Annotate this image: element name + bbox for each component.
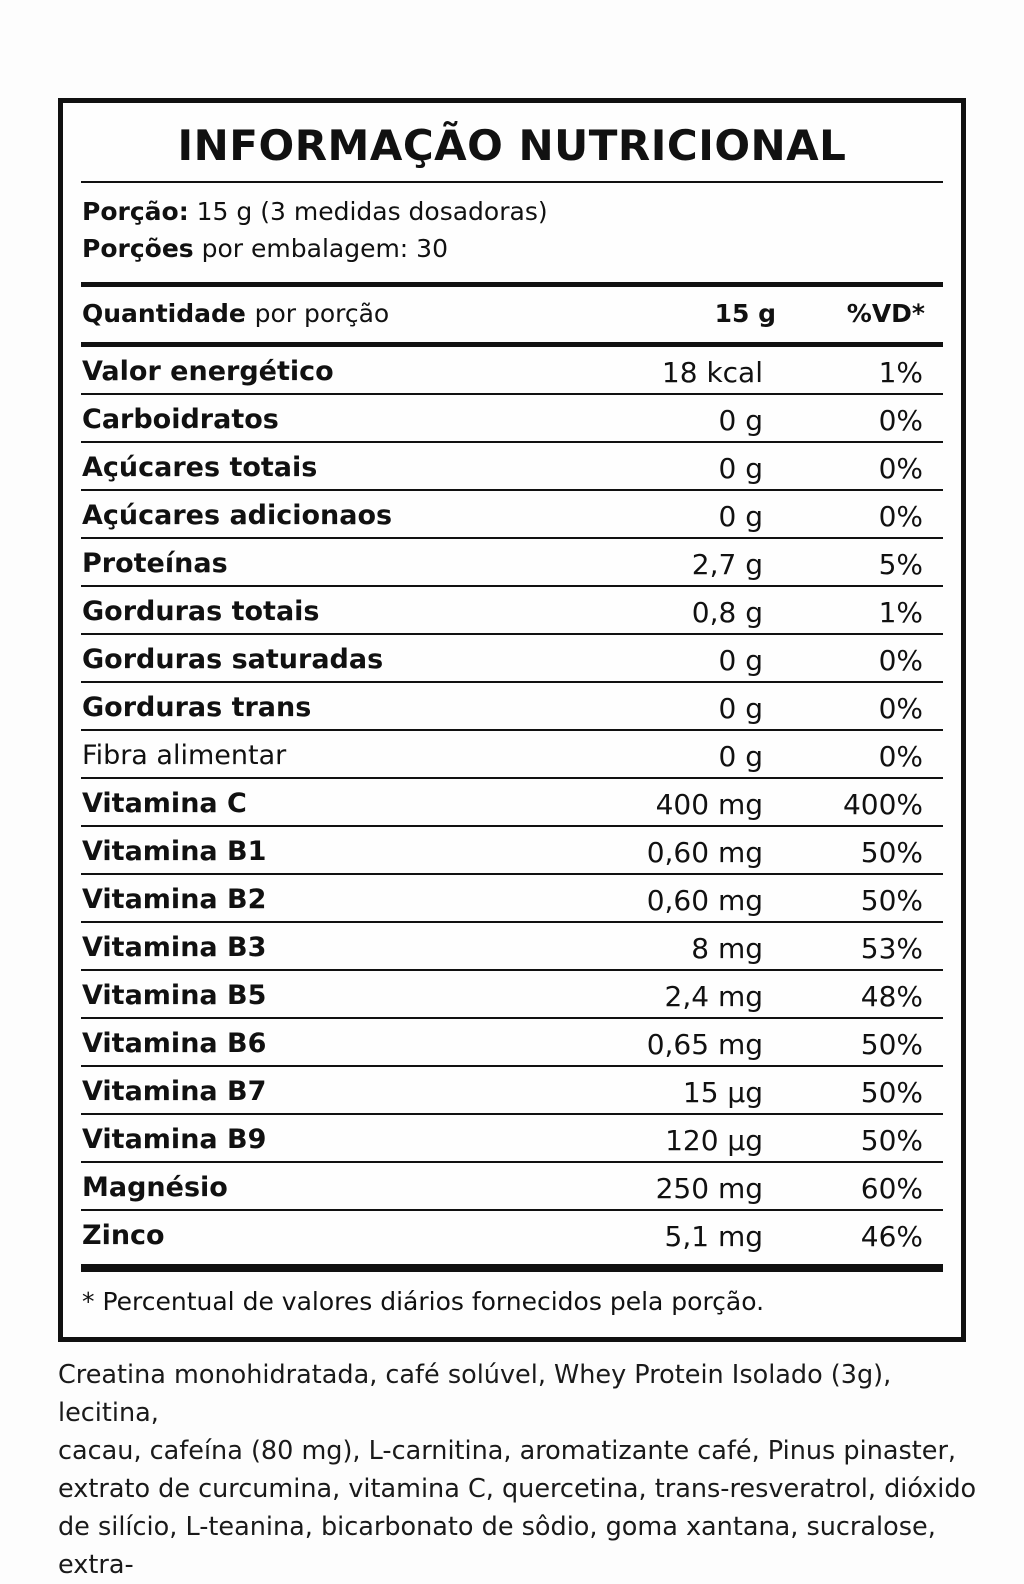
nutrient-amount: 0 g — [718, 452, 763, 485]
nutrient-daily-value: 53% — [860, 932, 923, 965]
nutrient-row — [81, 827, 943, 875]
nutrient-amount: 0,60 mg — [646, 836, 763, 869]
dv-header: %VD* — [846, 299, 925, 328]
nutrient-daily-value: 0% — [878, 404, 923, 437]
nutrient-name: Fibra alimentar — [82, 740, 287, 771]
nutrient-amount: 2,4 mg — [664, 980, 763, 1013]
title-divider — [81, 181, 943, 183]
nutrient-name: Gorduras saturadas — [82, 644, 384, 675]
nutrient-row — [81, 1019, 943, 1067]
serving-size — [82, 197, 548, 226]
nutrient-amount: 0 g — [718, 740, 763, 773]
nutrient-daily-value: 0% — [878, 500, 923, 533]
nutrient-name: Açúcares totais — [82, 452, 318, 483]
nutrient-daily-value: 0% — [878, 452, 923, 485]
nutrient-name: Magnésio — [82, 1172, 228, 1203]
nutrient-name: Açúcares adicionaos — [82, 500, 393, 531]
nutrient-row — [81, 731, 943, 779]
nutrient-amount: 120 µg — [665, 1124, 763, 1157]
nutrient-amount: 400 mg — [655, 788, 763, 821]
servings-per-package-label: Porções — [82, 234, 194, 263]
nutrient-row — [81, 635, 943, 683]
nutrient-row — [81, 779, 943, 827]
nutrient-row — [81, 395, 943, 443]
serving-size-value: 15 g (3 medidas dosadoras) — [196, 197, 548, 226]
nutrient-name: Vitamina B3 — [82, 932, 267, 963]
nutrient-name: Vitamina B1 — [82, 836, 267, 867]
nutrient-amount: 0 g — [718, 404, 763, 437]
nutrient-amount: 250 mg — [655, 1172, 763, 1205]
nutrient-name: Valor energético — [82, 356, 334, 387]
nutrient-amount: 0,65 mg — [646, 1028, 763, 1061]
nutrient-row — [81, 539, 943, 587]
nutrient-daily-value: 400% — [842, 788, 923, 821]
ingredients-list — [58, 1356, 988, 1584]
nutrient-amount: 15 µg — [682, 1076, 763, 1109]
quantity-header — [82, 299, 389, 328]
ingredients-line: Creatina monohidratada, café solúvel, Whey Protein Isolado (3g), lecitina, — [58, 1360, 892, 1428]
nutrient-name: Proteínas — [82, 548, 228, 579]
dv-footnote: * Percentual de valores diários fornecidos pela porção. — [82, 1287, 765, 1316]
nutrient-amount: 0,60 mg — [646, 884, 763, 917]
nutrient-name: Vitamina B5 — [82, 980, 267, 1011]
nutrient-daily-value: 48% — [860, 980, 923, 1013]
servings-per-package-value: por embalagem: 30 — [201, 234, 448, 263]
nutrient-row — [81, 971, 943, 1019]
nutrient-amount: 18 kcal — [661, 356, 763, 389]
amount-header: 15 g — [714, 299, 776, 328]
ingredients-line: de silício, L-teanina, bicarbonato de sôdio, goma xantana, sucralose, extra- — [58, 1512, 936, 1580]
nutrient-row — [81, 1067, 943, 1115]
nutrient-row — [81, 1163, 943, 1211]
ingredients-line: extrato de curcumina, vitamina C, quercetina, trans-resveratrol, dióxido — [58, 1474, 977, 1504]
nutrient-daily-value: 0% — [878, 740, 923, 773]
nutrient-row — [81, 443, 943, 491]
panel-title: INFORMAÇÃO NUTRICIONAL — [177, 121, 847, 170]
quantity-header-rest: por porção — [254, 299, 390, 328]
nutrient-row — [81, 875, 943, 923]
nutrient-name: Vitamina B6 — [82, 1028, 267, 1059]
nutrient-amount: 0 g — [718, 500, 763, 533]
ingredients-line: cacau, cafeína (80 mg), L-carnitina, aromatizante café, Pinus pinaster, — [58, 1436, 957, 1466]
serving-divider — [81, 282, 943, 287]
nutrient-name: Vitamina B9 — [82, 1124, 267, 1155]
nutrient-name: Gorduras totais — [82, 596, 320, 627]
nutrient-row — [81, 683, 943, 731]
nutrient-daily-value: 60% — [860, 1172, 923, 1205]
nutrient-amount: 5,1 mg — [664, 1220, 763, 1253]
nutrient-amount: 2,7 g — [691, 548, 763, 581]
nutrient-row — [81, 587, 943, 635]
quantity-header-bold: Quantidade — [82, 299, 246, 328]
nutrient-name: Vitamina B2 — [82, 884, 267, 915]
nutrient-daily-value: 46% — [860, 1220, 923, 1253]
nutrient-daily-value: 50% — [860, 836, 923, 869]
nutrient-daily-value: 50% — [860, 1076, 923, 1109]
nutrient-name: Gorduras trans — [82, 692, 312, 723]
nutrient-daily-value: 1% — [878, 356, 923, 389]
nutrient-daily-value: 50% — [860, 1124, 923, 1157]
nutrient-amount: 0 g — [718, 644, 763, 677]
nutrient-row — [81, 1115, 943, 1163]
nutrient-name: Carboidratos — [82, 404, 279, 435]
serving-size-label: Porção: — [82, 197, 189, 226]
nutrient-daily-value: 50% — [860, 884, 923, 917]
nutrient-row — [81, 491, 943, 539]
nutrient-daily-value: 1% — [878, 596, 923, 629]
nutrient-name: Zinco — [82, 1220, 165, 1251]
nutrient-daily-value: 0% — [878, 692, 923, 725]
nutrient-amount: 0,8 g — [691, 596, 763, 629]
nutrient-row — [81, 1211, 943, 1259]
nutrient-amount: 0 g — [718, 692, 763, 725]
nutrient-daily-value: 5% — [878, 548, 923, 581]
nutrient-name: Vitamina B7 — [82, 1076, 267, 1107]
nutrient-amount: 8 mg — [691, 932, 763, 965]
nutrient-name: Vitamina C — [82, 788, 247, 819]
nutrient-row — [81, 347, 943, 395]
nutrient-daily-value: 0% — [878, 644, 923, 677]
table-bottom-rule — [81, 1264, 943, 1272]
nutrition-facts-panel — [58, 98, 966, 1342]
nutrient-row — [81, 923, 943, 971]
servings-per-package — [82, 234, 448, 263]
nutrient-daily-value: 50% — [860, 1028, 923, 1061]
